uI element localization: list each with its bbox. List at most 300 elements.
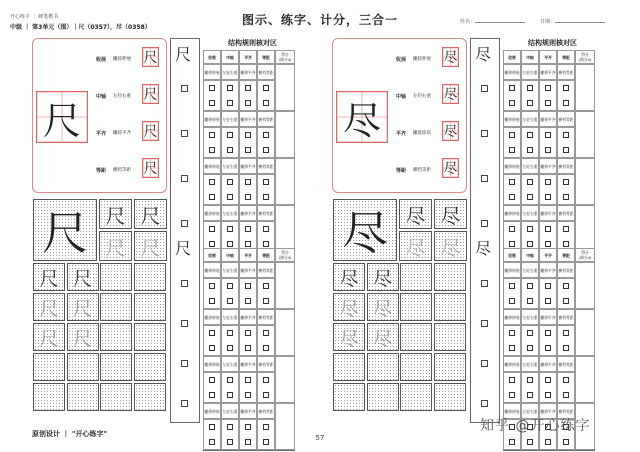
checkbox[interactable] bbox=[545, 298, 551, 304]
checkbox[interactable] bbox=[263, 132, 269, 138]
practice-character-box[interactable]: 尺 bbox=[33, 323, 65, 351]
rule-reminder-cell: 左轻右重 bbox=[521, 356, 539, 372]
score-sublabel: (满分4) bbox=[578, 57, 592, 62]
rule-reminder-cell: 左轻右重 bbox=[221, 158, 239, 174]
checkbox[interactable] bbox=[227, 298, 233, 304]
checkbox[interactable] bbox=[245, 330, 251, 336]
checkbox-cell bbox=[521, 80, 539, 111]
large-trace-character: 尺 bbox=[33, 199, 97, 261]
rule-reminder-cell: 横档等距 bbox=[557, 158, 575, 174]
checkbox[interactable] bbox=[563, 298, 569, 304]
score-cell[interactable] bbox=[575, 356, 595, 403]
rule-reminder-cell: 撇捺平齐 bbox=[539, 262, 557, 278]
checkbox[interactable] bbox=[227, 226, 233, 232]
checkbox[interactable] bbox=[181, 175, 188, 182]
score-cell[interactable] bbox=[275, 158, 295, 205]
checkbox-cell bbox=[557, 80, 575, 111]
rule-reminder-cell: 左轻右重 bbox=[221, 309, 239, 325]
checkbox[interactable] bbox=[181, 130, 188, 137]
score-cell[interactable] bbox=[275, 64, 295, 111]
checkbox[interactable] bbox=[481, 360, 488, 367]
rule-label: 等距 bbox=[396, 168, 407, 174]
checkbox[interactable] bbox=[209, 424, 215, 430]
score-cell[interactable] bbox=[275, 262, 295, 309]
checkbox[interactable] bbox=[527, 226, 533, 232]
practice-character-box[interactable] bbox=[100, 383, 132, 411]
practice-character-box[interactable] bbox=[400, 293, 432, 321]
practice-character-box[interactable] bbox=[434, 263, 466, 291]
checkbox-cell bbox=[539, 80, 557, 111]
checkbox[interactable] bbox=[509, 132, 515, 138]
checkbox[interactable] bbox=[209, 179, 215, 185]
checkbox[interactable] bbox=[209, 226, 215, 232]
checkbox[interactable] bbox=[227, 345, 233, 351]
checkbox[interactable] bbox=[509, 194, 515, 200]
unit-subtitle: 中级 ｜ 第3单元（围）｜尺（0357），尽（0358） bbox=[10, 24, 151, 31]
checkbox[interactable] bbox=[227, 179, 233, 185]
checkbox[interactable] bbox=[509, 392, 515, 398]
checkbox[interactable] bbox=[209, 85, 215, 91]
checkbox[interactable] bbox=[181, 320, 188, 327]
checkbox[interactable] bbox=[181, 220, 188, 227]
rule-reminder-cell: 撇捺伸展 bbox=[503, 111, 521, 127]
checkbox[interactable] bbox=[509, 226, 515, 232]
rule-label: 中轴 bbox=[396, 94, 407, 100]
checkbox[interactable] bbox=[227, 132, 233, 138]
score-header-cell bbox=[275, 50, 295, 64]
checkbox[interactable] bbox=[181, 280, 188, 287]
checkbox[interactable] bbox=[527, 85, 533, 91]
table-header-cell: 中轴 bbox=[521, 248, 539, 262]
checkbox[interactable] bbox=[527, 241, 533, 247]
checkbox[interactable] bbox=[263, 283, 269, 289]
checkbox[interactable] bbox=[209, 377, 215, 383]
checkbox[interactable] bbox=[181, 85, 188, 92]
checkbox[interactable] bbox=[481, 220, 488, 227]
table-header-cell: 等距 bbox=[257, 50, 275, 64]
checkbox[interactable] bbox=[245, 226, 251, 232]
trace-character-box: 尽 bbox=[399, 231, 432, 261]
score-label: 得分 bbox=[281, 52, 289, 57]
checkbox[interactable] bbox=[227, 392, 233, 398]
trace-character-box: 尺 bbox=[134, 199, 167, 229]
rule-reminder-cell: 横档等距 bbox=[257, 262, 275, 278]
checkbox[interactable] bbox=[545, 377, 551, 383]
practice-character-box[interactable] bbox=[400, 383, 432, 411]
practice-character-box[interactable] bbox=[134, 383, 166, 411]
checkbox[interactable] bbox=[527, 179, 533, 185]
practice-character-box[interactable] bbox=[400, 263, 432, 291]
checkbox-cell bbox=[203, 325, 221, 356]
checkbox[interactable] bbox=[527, 194, 533, 200]
checkbox[interactable] bbox=[563, 283, 569, 289]
checkbox[interactable] bbox=[181, 400, 188, 407]
checkbox[interactable] bbox=[563, 132, 569, 138]
checkbox[interactable] bbox=[481, 175, 488, 182]
table-header-cell: 等距 bbox=[557, 248, 575, 262]
table-header-cell: 中轴 bbox=[221, 50, 239, 64]
checkbox[interactable] bbox=[527, 392, 533, 398]
checkbox[interactable] bbox=[481, 280, 488, 287]
rule-label: 收展 bbox=[396, 57, 407, 63]
rule-reminder-cell: 撇捺平齐 bbox=[539, 205, 557, 221]
checkbox-cell bbox=[203, 372, 221, 403]
checkbox[interactable] bbox=[563, 194, 569, 200]
checkbox-cell bbox=[503, 174, 521, 205]
check-table-title: 结构规则核对区 bbox=[228, 39, 277, 47]
rule-reminder-cell: 横档等距 bbox=[557, 403, 575, 419]
checkbox[interactable] bbox=[263, 147, 269, 153]
rule-reminder-cell: 横档等距 bbox=[257, 403, 275, 419]
brand-label: 开心练字 ｜ 硬笔楷书 bbox=[10, 14, 59, 20]
checkbox-cell bbox=[203, 174, 221, 205]
rule-label: 平齐 bbox=[96, 131, 107, 137]
practice-character-box[interactable] bbox=[100, 353, 132, 381]
checkbox-cell bbox=[503, 325, 521, 356]
checkbox[interactable] bbox=[509, 330, 515, 336]
checkbox[interactable] bbox=[245, 241, 251, 247]
model-character: 尽 bbox=[336, 91, 388, 143]
rule-reminder-cell: 撇捺伸展 bbox=[503, 356, 521, 372]
checkbox[interactable] bbox=[509, 100, 515, 106]
checkbox[interactable] bbox=[545, 345, 551, 351]
rule-reminder-cell: 横档等距 bbox=[257, 309, 275, 325]
checkbox[interactable] bbox=[263, 377, 269, 383]
checkbox[interactable] bbox=[527, 100, 533, 106]
checkbox[interactable] bbox=[227, 424, 233, 430]
checkbox[interactable] bbox=[227, 194, 233, 200]
rule-reminder-cell: 撇捺伸展 bbox=[203, 309, 221, 325]
rule-label: 收展 bbox=[96, 57, 107, 63]
practice-character-box[interactable]: 尽 bbox=[333, 263, 365, 291]
practice-character-box[interactable] bbox=[100, 323, 132, 351]
table-header-cell: 平齐 bbox=[239, 50, 257, 64]
checkbox[interactable] bbox=[545, 330, 551, 336]
practice-character-box[interactable]: 尽 bbox=[367, 263, 399, 291]
checkbox[interactable] bbox=[245, 424, 251, 430]
rule-reminder-cell: 撇捺伸展 bbox=[503, 309, 521, 325]
practice-character-box[interactable] bbox=[333, 353, 365, 381]
rule-reminder-cell: 撇捺伸展 bbox=[203, 158, 221, 174]
checkbox[interactable] bbox=[563, 226, 569, 232]
rule-reminder-cell: 横档等距 bbox=[257, 356, 275, 372]
practice-character-box[interactable] bbox=[134, 323, 166, 351]
checkbox-cell bbox=[521, 325, 539, 356]
rule-reminder-cell: 撇捺平齐 bbox=[239, 309, 257, 325]
practice-character-box[interactable] bbox=[434, 383, 466, 411]
checkbox[interactable] bbox=[527, 147, 533, 153]
checkbox[interactable] bbox=[509, 377, 515, 383]
checkbox[interactable] bbox=[545, 179, 551, 185]
score-sublabel: (满分4) bbox=[278, 255, 292, 260]
rule-reminder-cell: 横档等距 bbox=[557, 262, 575, 278]
checkbox[interactable] bbox=[209, 194, 215, 200]
side-character-top: 尺 bbox=[175, 45, 192, 64]
practice-character-box[interactable]: 尽 bbox=[367, 293, 399, 321]
checkbox[interactable] bbox=[527, 330, 533, 336]
table-header-cell: 平齐 bbox=[539, 248, 557, 262]
rule-reminder-cell: 撇捺平齐 bbox=[239, 356, 257, 372]
rule-reminder-cell: 左轻右重 bbox=[521, 64, 539, 80]
rule-reminder-cell: 左轻右重 bbox=[521, 403, 539, 419]
rule-reminder-cell: 左轻右重 bbox=[521, 158, 539, 174]
checkbox[interactable] bbox=[209, 132, 215, 138]
checkbox[interactable] bbox=[263, 85, 269, 91]
rule-description: 左轻右重 bbox=[413, 94, 431, 99]
checkbox-cell bbox=[539, 278, 557, 309]
checkbox[interactable] bbox=[545, 226, 551, 232]
practice-character-box[interactable] bbox=[67, 383, 99, 411]
checkbox-cell bbox=[521, 372, 539, 403]
checkbox-cell bbox=[503, 278, 521, 309]
checkbox[interactable] bbox=[209, 147, 215, 153]
checkbox-cell bbox=[557, 325, 575, 356]
checkbox[interactable] bbox=[263, 330, 269, 336]
score-cell[interactable] bbox=[575, 64, 595, 111]
checkbox[interactable] bbox=[209, 100, 215, 106]
page-number: 57 bbox=[315, 434, 325, 442]
practice-character-box[interactable] bbox=[33, 383, 65, 411]
checkbox[interactable] bbox=[545, 241, 551, 247]
checkbox-cell bbox=[257, 127, 275, 158]
score-cell[interactable] bbox=[575, 111, 595, 158]
checkbox[interactable] bbox=[209, 392, 215, 398]
checkbox[interactable] bbox=[245, 85, 251, 91]
practice-character-box[interactable]: 尺 bbox=[67, 323, 99, 351]
practice-character-box[interactable] bbox=[367, 383, 399, 411]
checkbox[interactable] bbox=[527, 283, 533, 289]
practice-character-box[interactable]: 尺 bbox=[67, 263, 99, 291]
checkbox[interactable] bbox=[563, 179, 569, 185]
checkbox-cell bbox=[257, 372, 275, 403]
rule-reminder-cell: 左轻右重 bbox=[221, 111, 239, 127]
checkbox[interactable] bbox=[209, 345, 215, 351]
checkbox-cell bbox=[539, 325, 557, 356]
checkbox[interactable] bbox=[227, 377, 233, 383]
practice-character-box[interactable] bbox=[134, 263, 166, 291]
rule-reminder-cell: 横档等距 bbox=[557, 205, 575, 221]
checkbox-cell bbox=[221, 174, 239, 205]
checkbox[interactable] bbox=[263, 226, 269, 232]
score-cell[interactable] bbox=[575, 309, 595, 356]
checkbox[interactable] bbox=[263, 345, 269, 351]
checkbox[interactable] bbox=[563, 345, 569, 351]
checkbox[interactable] bbox=[263, 194, 269, 200]
checkbox[interactable] bbox=[509, 283, 515, 289]
checkbox[interactable] bbox=[245, 100, 251, 106]
checkbox[interactable] bbox=[263, 424, 269, 430]
checkbox[interactable] bbox=[209, 283, 215, 289]
checkbox[interactable] bbox=[209, 298, 215, 304]
checkbox[interactable] bbox=[245, 194, 251, 200]
practice-character-box[interactable] bbox=[434, 293, 466, 321]
score-cell[interactable] bbox=[275, 205, 295, 252]
checkbox[interactable] bbox=[509, 345, 515, 351]
checkbox[interactable] bbox=[245, 377, 251, 383]
practice-character-box[interactable] bbox=[434, 353, 466, 381]
rule-example-character: 尺 bbox=[142, 158, 159, 178]
rule-example-character: 尺 bbox=[142, 121, 159, 141]
checkbox[interactable] bbox=[563, 85, 569, 91]
rule-reminder-cell: 左轻右重 bbox=[521, 205, 539, 221]
practice-character-box[interactable] bbox=[33, 353, 65, 381]
rule-description: 撇低捺高 bbox=[413, 131, 431, 136]
practice-character-box[interactable] bbox=[134, 293, 166, 321]
trace-character-box: 尽 bbox=[434, 231, 467, 261]
rule-reminder-cell: 撇捺平齐 bbox=[539, 64, 557, 80]
checkbox-cell bbox=[221, 325, 239, 356]
checkbox[interactable] bbox=[545, 85, 551, 91]
checkbox[interactable] bbox=[245, 298, 251, 304]
checkbox[interactable] bbox=[181, 360, 188, 367]
checkbox[interactable] bbox=[245, 132, 251, 138]
checkbox[interactable] bbox=[563, 241, 569, 247]
score-cell[interactable] bbox=[275, 111, 295, 158]
rule-description: 撇捺伸展 bbox=[113, 57, 131, 62]
checkbox[interactable] bbox=[545, 147, 551, 153]
side-character-top: 尽 bbox=[475, 45, 492, 64]
checkbox[interactable] bbox=[563, 392, 569, 398]
score-cell[interactable] bbox=[275, 403, 295, 450]
practice-character-box[interactable] bbox=[100, 293, 132, 321]
score-cell[interactable] bbox=[275, 309, 295, 356]
checkbox-cell bbox=[521, 278, 539, 309]
checkbox[interactable] bbox=[227, 100, 233, 106]
score-cell[interactable] bbox=[575, 205, 595, 252]
checkbox[interactable] bbox=[545, 194, 551, 200]
checkbox[interactable] bbox=[509, 147, 515, 153]
rule-reminder-cell: 横档等距 bbox=[257, 64, 275, 80]
checkbox[interactable] bbox=[245, 392, 251, 398]
checkbox[interactable] bbox=[545, 283, 551, 289]
check-table-title: 结构规则核对区 bbox=[528, 39, 577, 47]
rule-reminder-cell: 撇捺伸展 bbox=[203, 356, 221, 372]
checkbox[interactable] bbox=[245, 147, 251, 153]
score-cell[interactable] bbox=[575, 262, 595, 309]
checkbox[interactable] bbox=[545, 392, 551, 398]
checkbox[interactable] bbox=[227, 241, 233, 247]
checkbox[interactable] bbox=[527, 345, 533, 351]
rule-description: 横档等距 bbox=[113, 168, 131, 173]
checkbox-cell bbox=[557, 127, 575, 158]
checkbox[interactable] bbox=[527, 132, 533, 138]
checkbox-cell bbox=[503, 127, 521, 158]
checkbox[interactable] bbox=[263, 179, 269, 185]
score-header-cell bbox=[575, 248, 595, 262]
practice-character-box[interactable] bbox=[134, 353, 166, 381]
checkbox-cell bbox=[221, 278, 239, 309]
rule-reminder-cell: 左轻右重 bbox=[221, 205, 239, 221]
rule-reminder-cell: 左轻右重 bbox=[521, 111, 539, 127]
checkbox[interactable] bbox=[245, 179, 251, 185]
checkbox[interactable] bbox=[545, 132, 551, 138]
practice-character-box[interactable] bbox=[333, 383, 365, 411]
checkbox[interactable] bbox=[227, 330, 233, 336]
checkbox[interactable] bbox=[509, 241, 515, 247]
rule-reminder-cell: 撇捺平齐 bbox=[239, 205, 257, 221]
trace-character-box: 尺 bbox=[99, 231, 132, 261]
checkbox[interactable] bbox=[509, 298, 515, 304]
practice-character-box[interactable] bbox=[67, 353, 99, 381]
checkbox[interactable] bbox=[481, 400, 488, 407]
score-sublabel: (满分4) bbox=[278, 57, 292, 62]
checkbox[interactable] bbox=[509, 85, 515, 91]
checkbox-cell bbox=[239, 372, 257, 403]
checkbox[interactable] bbox=[563, 377, 569, 383]
practice-character-box[interactable] bbox=[400, 353, 432, 381]
practice-character-box[interactable] bbox=[434, 323, 466, 351]
checkbox[interactable] bbox=[263, 298, 269, 304]
rule-reminder-cell: 撇捺伸展 bbox=[503, 158, 521, 174]
checkbox[interactable] bbox=[527, 377, 533, 383]
checkbox[interactable] bbox=[227, 147, 233, 153]
practice-character-box[interactable]: 尺 bbox=[33, 293, 65, 321]
date-label: 日期： bbox=[540, 19, 556, 25]
rule-reminder-cell: 撇捺平齐 bbox=[539, 356, 557, 372]
checkbox[interactable] bbox=[245, 345, 251, 351]
checkbox-cell bbox=[221, 80, 239, 111]
checkbox[interactable] bbox=[227, 283, 233, 289]
checkbox[interactable] bbox=[509, 179, 515, 185]
checkbox[interactable] bbox=[563, 147, 569, 153]
rule-description: 撇捺平齐 bbox=[113, 131, 131, 136]
rule-label: 平齐 bbox=[396, 131, 407, 137]
checkbox[interactable] bbox=[545, 100, 551, 106]
checkbox[interactable] bbox=[563, 330, 569, 336]
rule-reminder-cell: 撇捺平齐 bbox=[539, 158, 557, 174]
practice-character-box[interactable] bbox=[100, 263, 132, 291]
checkbox[interactable] bbox=[527, 298, 533, 304]
table-header-cell: 中轴 bbox=[221, 248, 239, 262]
checkbox[interactable] bbox=[563, 100, 569, 106]
table-header-cell: 收展 bbox=[203, 248, 221, 262]
checkbox[interactable] bbox=[263, 241, 269, 247]
rule-reminder-cell: 撇捺伸展 bbox=[203, 403, 221, 419]
rule-reminder-cell: 撇捺平齐 bbox=[239, 64, 257, 80]
rule-reminder-cell: 左轻右重 bbox=[221, 262, 239, 278]
rule-reminder-cell: 横档等距 bbox=[557, 111, 575, 127]
practice-character-box[interactable]: 尽 bbox=[333, 293, 365, 321]
checkbox[interactable] bbox=[227, 85, 233, 91]
rule-example-character: 尽 bbox=[442, 121, 459, 141]
practice-character-box[interactable] bbox=[400, 323, 432, 351]
rule-reminder-cell: 横档等距 bbox=[557, 64, 575, 80]
score-cell[interactable] bbox=[275, 356, 295, 403]
rule-reminder-cell: 撇捺平齐 bbox=[239, 262, 257, 278]
practice-character-box[interactable]: 尽 bbox=[367, 323, 399, 351]
practice-character-box[interactable] bbox=[367, 353, 399, 381]
rule-description: 左轻右重 bbox=[113, 94, 131, 99]
checkbox[interactable] bbox=[481, 320, 488, 327]
rule-reminder-cell: 撇捺平齐 bbox=[239, 158, 257, 174]
checkbox[interactable] bbox=[209, 330, 215, 336]
checkbox-cell bbox=[239, 127, 257, 158]
checkbox[interactable] bbox=[209, 241, 215, 247]
checkbox[interactable] bbox=[481, 85, 488, 92]
practice-character-box[interactable]: 尺 bbox=[67, 293, 99, 321]
checkbox[interactable] bbox=[245, 283, 251, 289]
practice-character-box[interactable]: 尺 bbox=[33, 263, 65, 291]
rule-example-character: 尽 bbox=[442, 84, 459, 104]
checkbox[interactable] bbox=[263, 100, 269, 106]
checkbox[interactable] bbox=[481, 130, 488, 137]
rule-description: 撇捺伸展 bbox=[413, 57, 431, 62]
checkbox-cell bbox=[503, 80, 521, 111]
rule-reminder-cell: 撇捺平齐 bbox=[539, 309, 557, 325]
score-cell[interactable] bbox=[575, 158, 595, 205]
practice-character-box[interactable]: 尽 bbox=[333, 323, 365, 351]
checkbox[interactable] bbox=[263, 392, 269, 398]
